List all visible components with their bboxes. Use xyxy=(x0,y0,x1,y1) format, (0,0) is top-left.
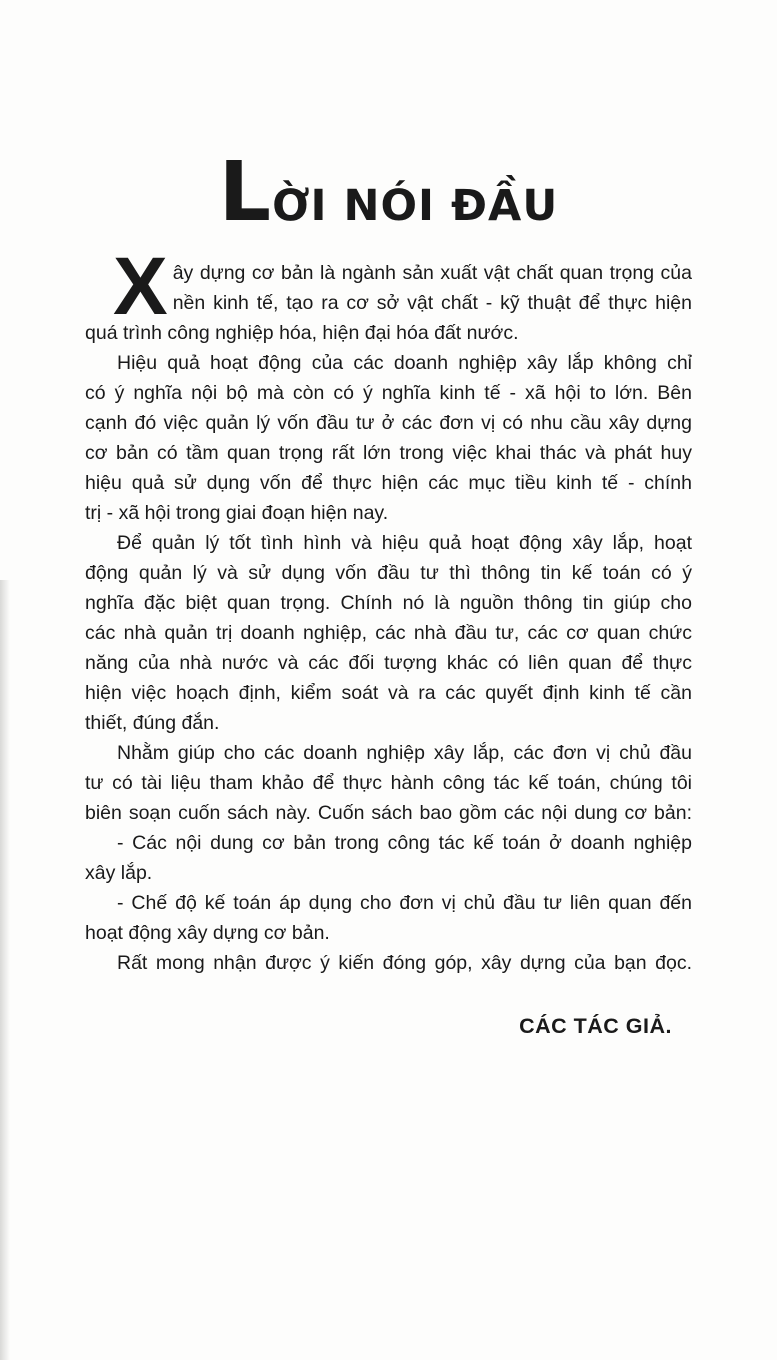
book-page xyxy=(85,145,692,1039)
text-line: động quản lý và sử dụng vốn đầu tư thì thông tin kế toán có ý xyxy=(85,562,692,584)
text-line: nền kinh tế, tạo ra cơ sở vật chất - kỹ thuật để thực hiện xyxy=(172,292,692,314)
text-line: cạnh đó việc quản lý vốn đầu tư ở các đơn vị có nhu cầu xây dựng xyxy=(85,412,692,434)
text-line: hoạt động xây dựng cơ bản. xyxy=(85,922,330,944)
text-line: hiện việc hoạch định, kiểm soát và ra các quyết định kinh tế cần xyxy=(85,682,692,704)
text-line: hiệu quả sử dụng vốn để thực hiện các mục tiều kinh tế - chính xyxy=(85,472,692,494)
text-line: có ý nghĩa nội bộ mà còn có ý nghĩa kinh tế - xã hội to lớn. Bên xyxy=(85,382,692,404)
dropcap-initial: X xyxy=(113,241,168,332)
paragraph xyxy=(85,738,692,828)
text-line: Để quản lý tốt tình hình và hiệu quả hoạt động xây lắp, hoạt xyxy=(117,532,692,554)
text-line: nghĩa đặc biệt quan trọng. Chính nó là nguồn thông tin giúp cho xyxy=(85,592,692,614)
text-line: năng của nhà nước và các đối tượng khác có liên quan để thực xyxy=(85,652,692,674)
authors-signature: CÁC TÁC GIẢ. xyxy=(519,1014,672,1038)
title-text: ỜI NÓI ĐẦU xyxy=(271,181,559,231)
paragraph xyxy=(85,241,692,348)
text-line: ây dựng cơ bản là ngành sản xuất vật chất quan trọng của xyxy=(172,262,692,284)
text-line: Nhằm giúp cho các doanh nghiệp xây lắp, các đơn vị chủ đầu xyxy=(117,742,692,764)
text-line: cơ bản có tầm quan trọng rất lớn trong việc khai thác và phát huy xyxy=(85,442,692,464)
text-line: Rất mong nhận được ý kiến đóng góp, xây dựng của bạn đọc. xyxy=(117,952,692,974)
paragraph xyxy=(85,348,692,528)
text-line: biên soạn cuốn sách này. Cuốn sách bao gồm các nội dung cơ bản: xyxy=(85,802,692,824)
text-line: - Các nội dung cơ bản trong công tác kế toán ở doanh nghiệp xyxy=(117,832,692,854)
text-line: thiết, đúng đắn. xyxy=(85,712,220,734)
page-title xyxy=(85,145,692,240)
preface-body xyxy=(85,241,692,978)
paragraph xyxy=(85,948,692,978)
scan-shadow-left-edge xyxy=(0,580,10,1360)
text-line: trị - xã hội trong giai đoạn hiện nay. xyxy=(85,502,389,524)
paragraph xyxy=(85,528,692,738)
text-line: xây lắp. xyxy=(85,862,153,884)
text-line: quá trình công nghiệp hóa, hiện đại hóa đất nước. xyxy=(85,322,519,344)
paragraph xyxy=(85,828,692,888)
text-line: - Chế độ kế toán áp dụng cho đơn vị chủ đầu tư liên quan đến xyxy=(117,892,692,914)
text-line: các nhà quản trị doanh nghiệp, các nhà đầu tư, các cơ quan chức xyxy=(85,622,692,644)
title-initial-letter: L xyxy=(218,145,272,240)
text-line: Hiệu quả hoạt động của các doanh nghiệp xây lắp không chỉ xyxy=(117,352,692,374)
text-line: tư có tài liệu tham khảo để thực hành công tác kế toán, chúng tôi xyxy=(85,772,692,794)
paragraph xyxy=(85,888,692,948)
